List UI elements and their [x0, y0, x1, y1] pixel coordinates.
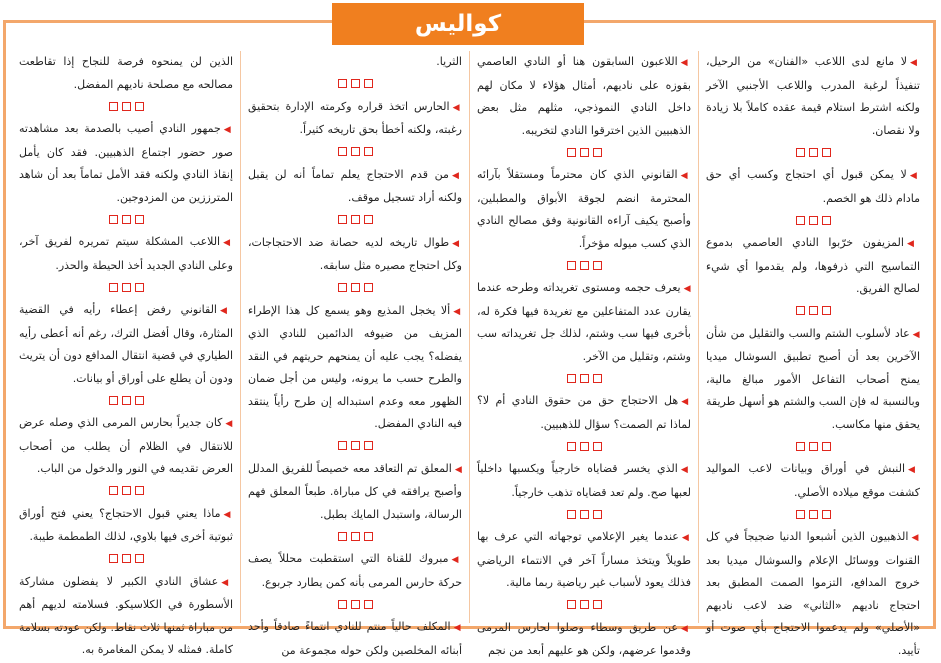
separator-square-icon	[351, 147, 360, 156]
separator-square-icon	[809, 216, 818, 225]
column-2	[469, 51, 698, 657]
separator-square-icon	[338, 283, 347, 292]
column-paragraph	[248, 96, 462, 142]
paragraph-separator	[706, 436, 920, 458]
separator-square-icon	[135, 215, 144, 224]
separator-square-icon	[109, 102, 118, 111]
column-paragraph	[248, 300, 462, 436]
bullet-triangle-icon: ◀	[909, 58, 920, 68]
bullet-triangle-icon: ◀	[681, 533, 692, 543]
paragraph-text: اللاعب المشكلة سيتم تمريره لفريق آخر، وعلى النادي الجديد أخذ الحيطة والحذر.	[19, 235, 233, 272]
paragraph-text: لا مانع لدى اللاعب «الفنان» من الرحيل، تنفيذاً لرغبة المدرب واللاعب الأجنبي الآخر ولكنه اشترط استلام قيمة عقده كاملاً بلا زيادة ولا نقصان.	[706, 55, 920, 137]
paragraph-separator	[477, 436, 691, 458]
separator-square-icon	[822, 148, 831, 157]
paragraph-text: عاد لأسلوب الشتم والسب والتقليل من شأن الآخرين بعد أن أصبح تطبيق السوشال ميديا يمنح أصحاب التفاعل الأمور مبالغ مالية، وبالنسبة له فإن السب والشتم هو أسهل طريقة يحقق منها مكاسب.	[706, 326, 920, 431]
paragraph-separator	[19, 96, 233, 118]
separator-square-icon	[122, 486, 131, 495]
column-4	[12, 51, 240, 656]
bullet-triangle-icon: ◀	[221, 577, 233, 588]
paragraph-separator	[19, 549, 233, 571]
column-paragraph	[477, 51, 691, 142]
separator-square-icon	[135, 283, 144, 292]
column-3	[240, 51, 469, 657]
paragraph-separator	[248, 210, 462, 232]
section-title	[332, 3, 584, 45]
separator-square-icon	[822, 216, 831, 225]
bullet-triangle-icon: ◀	[680, 465, 692, 475]
paragraph-text: طوال تاريخه لديه حصانة ضد الاحتجاجات، وكل احتجاج مصيره مثل سابقه.	[248, 235, 462, 272]
separator-square-icon	[567, 600, 576, 609]
paragraph-separator	[248, 74, 462, 96]
bullet-triangle-icon: ◀	[908, 465, 921, 475]
paragraph-separator	[477, 142, 691, 164]
separator-square-icon	[593, 600, 602, 609]
bullet-triangle-icon: ◀	[683, 284, 692, 294]
separator-square-icon	[593, 148, 602, 157]
paragraph-text: عشاق النادي الكبير لا يفضلون مشاركة الأسطورة في الكلاسيكو. فسلامته لديهم أهم من مباراة ثمنها ثلاث نقاط. ولكن عودته بسلامة كاملة. فمثله لا يمكن المغامرة به.	[19, 574, 233, 656]
paragraph-text: عن طريق وسطاء وصلوا لحارس المرمى وقدموا عرضهم، ولكن هو عليهم أبعد من نجم	[477, 620, 691, 657]
separator-square-icon	[364, 215, 373, 224]
paragraph-separator	[248, 278, 462, 300]
paragraph-text: الثريا.	[436, 55, 462, 68]
separator-square-icon	[796, 306, 805, 315]
bullet-triangle-icon: ◀	[454, 464, 463, 475]
bullet-triangle-icon: ◀	[680, 58, 692, 68]
separator-square-icon	[580, 442, 589, 451]
separator-square-icon	[351, 215, 360, 224]
separator-square-icon	[580, 148, 589, 157]
separator-square-icon	[338, 215, 347, 224]
bullet-triangle-icon: ◀	[223, 125, 233, 135]
separator-square-icon	[822, 306, 831, 315]
paragraph-text: المعلق تم التعاقد معه خصيصاً للفريق المدلل وأصبح يرافقه في كل مباراة. طبعاً المعلق فهم الرسالة، واستبدل المايك بطبل.	[248, 461, 462, 521]
separator-square-icon	[796, 148, 805, 157]
paragraph-separator	[19, 481, 233, 503]
paragraph-separator	[477, 504, 691, 526]
paragraph-separator	[477, 255, 691, 277]
separator-square-icon	[593, 510, 602, 519]
column-paragraph	[248, 616, 462, 662]
separator-square-icon	[809, 442, 818, 451]
column-paragraph	[19, 571, 233, 662]
paragraph-text: ألا يخجل المذيع وهو يسمع كل هذا الإطراء المزيف من ضيوفه الدائمين للنادي الذي يفضله؟ يجب عليه أن يمنحهم حريتهم في النقد والطرح حسب ما يرونه، وليس من أجل ضمان الظهور معه وعدم استبداله إن طرح رأياً ينتقد فيه النادي المفضل.	[248, 303, 462, 430]
bullet-triangle-icon: ◀	[906, 239, 920, 249]
separator-square-icon	[109, 486, 118, 495]
separator-square-icon	[364, 600, 373, 609]
paragraph-separator	[19, 209, 233, 231]
bullet-triangle-icon: ◀	[681, 397, 692, 407]
separator-square-icon	[109, 215, 118, 224]
separator-square-icon	[809, 148, 818, 157]
separator-square-icon	[809, 510, 818, 519]
paragraph-text: يعرف حجمه ومستوى تغريداته وطرحه عندما يقارن عدد المتفاعلين مع تغريدة فيها فكرة له، بأخرى فيها سب وشتم، لذلك جل تغريداته سب وشتم، وتقليل من الآخر.	[477, 281, 691, 363]
paragraph-text: القانوني رفض إعطاء رأيه في القضية المثارة، وقال أفضل الترك، رغم أنه أعطى رأيه الطياري في قضية انتقال المدافع دون أن يتريث ودون أن يطلع على أوراق أو بيانات.	[19, 303, 233, 385]
column-paragraph	[19, 503, 233, 549]
separator-square-icon	[809, 306, 818, 315]
column-paragraph	[19, 299, 233, 390]
separator-square-icon	[109, 554, 118, 563]
paragraph-separator	[477, 595, 691, 617]
separator-square-icon	[364, 532, 373, 541]
paragraph-text: كان جديراً بحارس المرمى الذي وصله عرض للانتقال في الظلام أن يطلب من أصحاب العرض تقديمه في النور والدخول من الباب.	[19, 416, 233, 475]
paragraph-text: هل الاحتجاج حق من حقوق النادي أم لا؟ لماذا تم الصمت؟ سؤال للذهبيين.	[477, 394, 691, 431]
separator-square-icon	[122, 283, 131, 292]
column-paragraph	[477, 164, 691, 255]
paragraph-text: الذين لن يمنحوه فرصة للنجاح إذا تقاطعت مصالحه مع مصلحة ناديهم المفضل.	[19, 55, 233, 91]
paragraph-text: اللاعبون السابقون هنا أو النادي العاصمي بقوزه على ناديهم، أمثال هؤلاء لا مكان لهم داخل النادي النموذجي، مثلهم مثل بعض الذهبيين الذين اخترقوا النادي لتخريبه.	[477, 55, 691, 137]
separator-square-icon	[135, 102, 144, 111]
column-paragraph	[477, 526, 691, 595]
bullet-triangle-icon: ◀	[451, 170, 462, 181]
separator-square-icon	[796, 442, 805, 451]
column-paragraph	[19, 231, 233, 277]
column-paragraph	[248, 51, 462, 74]
paragraph-separator	[19, 277, 233, 299]
separator-square-icon	[567, 442, 576, 451]
separator-square-icon	[135, 396, 144, 405]
separator-square-icon	[122, 396, 131, 405]
paragraph-text: المكلف حالياً منتم للنادي انتماءً صادقاً وأحد أبنائه المخلصين ولكن حوله مجموعة من	[248, 620, 462, 657]
bullet-triangle-icon: ◀	[911, 533, 920, 543]
separator-square-icon	[822, 510, 831, 519]
separator-square-icon	[364, 283, 373, 292]
separator-square-icon	[364, 147, 373, 156]
column-paragraph	[477, 617, 691, 663]
paragraph-text: لا يمكن قبول أي احتجاج وكسب أي حق مادام ذلك هو الخصم.	[706, 168, 920, 205]
column-paragraph	[248, 164, 462, 210]
separator-square-icon	[567, 510, 576, 519]
bullet-triangle-icon: ◀	[452, 238, 462, 249]
paragraph-separator	[248, 526, 462, 548]
separator-square-icon	[351, 283, 360, 292]
paragraph-separator	[706, 301, 920, 323]
column-paragraph	[706, 51, 920, 142]
column-paragraph	[477, 458, 691, 504]
separator-square-icon	[135, 486, 144, 495]
article-columns	[12, 51, 927, 657]
paragraph-text: الذي يخسر قضاياه خارجياً ويكسبها داخلياً لعبها صح. ولم تعد قضاياه تذهب خارجياً.	[477, 462, 691, 499]
separator-square-icon	[135, 554, 144, 563]
bullet-triangle-icon: ◀	[453, 623, 463, 633]
column-paragraph	[706, 458, 920, 504]
separator-square-icon	[351, 79, 360, 88]
bullet-triangle-icon: ◀	[909, 171, 920, 181]
separator-square-icon	[109, 283, 118, 292]
column-paragraph	[248, 548, 462, 594]
separator-square-icon	[580, 510, 589, 519]
paragraph-separator	[248, 594, 462, 616]
bullet-triangle-icon: ◀	[912, 329, 921, 340]
bullet-triangle-icon: ◀	[225, 419, 233, 429]
separator-square-icon	[567, 374, 576, 383]
separator-square-icon	[338, 441, 347, 450]
paragraph-text: المزيفون خرّبوا النادي العاصمي بدموع التماسيح التي ذرفوها، ولم يقدموا أي شيء لصالح الفريق.	[706, 236, 920, 295]
column-paragraph	[706, 323, 920, 437]
separator-square-icon	[338, 147, 347, 156]
paragraph-text: مبروك للقناة التي استقطبت محللاً يصف حركة حارس المرمى بأنه كمن يطارد جربوع.	[248, 552, 462, 589]
bullet-triangle-icon: ◀	[680, 171, 691, 181]
paragraph-separator	[19, 390, 233, 412]
bullet-triangle-icon: ◀	[453, 306, 462, 317]
separator-square-icon	[593, 261, 602, 270]
separator-square-icon	[109, 396, 118, 405]
column-paragraph	[706, 526, 920, 662]
separator-square-icon	[338, 532, 347, 541]
separator-square-icon	[796, 216, 805, 225]
column-paragraph	[248, 232, 462, 278]
bullet-triangle-icon: ◀	[223, 238, 233, 248]
paragraph-separator	[706, 210, 920, 232]
separator-square-icon	[822, 442, 831, 451]
paragraph-separator	[706, 504, 920, 526]
column-paragraph	[248, 458, 462, 527]
paragraph-separator	[706, 142, 920, 164]
bullet-triangle-icon: ◀	[680, 623, 692, 634]
column-paragraph	[706, 164, 920, 210]
bullet-triangle-icon: ◀	[219, 306, 234, 316]
separator-square-icon	[338, 600, 347, 609]
paragraph-text: القانوني الذي كان محترماً ومستقلاً بآرائه المحترمة انضم لجوقة الأبواق والمطبلين، وأصبح يكيف آراءه القانونية وفق مصالح النادي الذي كسب ميوله مؤخراً.	[477, 168, 691, 250]
paragraph-text: النبش في أوراق وبيانات لاعب المواليد كشفت موقع ميلاده الأصلي.	[706, 462, 920, 499]
separator-square-icon	[351, 532, 360, 541]
paragraph-text: ماذا يعني قبول الاحتجاج؟ يعني فتح أوراق ثبوتية أخرى فيها بلاوي، لذلك الطمطمة طيبة.	[19, 506, 233, 543]
column-1	[698, 51, 927, 657]
separator-square-icon	[351, 441, 360, 450]
separator-square-icon	[122, 102, 131, 111]
paragraph-text: من قدم الاحتجاج يعلم تماماً أنه لن يقبل ولكنه أراد تسجيل موقف.	[248, 167, 462, 204]
paragraph-separator	[477, 368, 691, 390]
separator-square-icon	[796, 510, 805, 519]
paragraph-text: الذهبيون الذين أشبعوا الدنيا ضجيجاً في كل القنوات ووسائل الإعلام والسوشال ميديا بعد خروج المدافع، التزموا الصمت المطبق بعد احتجاج ناديهم «الثاني» ضد لاعب ناديهم «الأصلي» ولم يدعموا الاحتجاج بأي صوت أو تأييد.	[706, 530, 920, 657]
separator-square-icon	[122, 215, 131, 224]
separator-square-icon	[580, 374, 589, 383]
paragraph-separator	[248, 436, 462, 458]
separator-square-icon	[122, 554, 131, 563]
paragraph-text: الحارس اتخذ قراره وكرمته الإدارة بتحقيق رغبته، ولكنه أخطأ بحق تاريخه كثيراً.	[248, 99, 462, 136]
separator-square-icon	[351, 600, 360, 609]
separator-square-icon	[364, 441, 373, 450]
paragraph-separator	[248, 142, 462, 164]
column-paragraph	[477, 277, 691, 368]
bullet-triangle-icon: ◀	[452, 102, 462, 113]
column-paragraph	[706, 232, 920, 301]
bullet-triangle-icon: ◀	[223, 509, 233, 520]
separator-square-icon	[593, 442, 602, 451]
separator-square-icon	[567, 148, 576, 157]
section-title-text: كواليس	[414, 11, 502, 37]
separator-square-icon	[364, 79, 373, 88]
paragraph-text: جمهور النادي أصيب بالصدمة بعد مشاهدته صور حضور اجتماع الذهبيين. فقد كان يأمل إنقاذ النادي ولكنه فقد الأمل تماماً بعد أن شاهد المترززين من المزدوجين.	[19, 122, 233, 204]
separator-square-icon	[567, 261, 576, 270]
column-paragraph	[19, 118, 233, 209]
separator-square-icon	[580, 600, 589, 609]
column-paragraph	[19, 412, 233, 481]
paragraph-text: عندما يغير الإعلامي توجهاته التي عرف بها طويلاً ويتخذ مساراً آخر في الانتماء الرياضي فذلك يعود لأسباب غير رياضية ربما مالية.	[477, 530, 691, 589]
separator-square-icon	[593, 374, 602, 383]
separator-square-icon	[338, 79, 347, 88]
separator-square-icon	[580, 261, 589, 270]
bullet-triangle-icon: ◀	[451, 555, 462, 565]
column-paragraph	[19, 51, 233, 96]
column-paragraph	[477, 390, 691, 436]
